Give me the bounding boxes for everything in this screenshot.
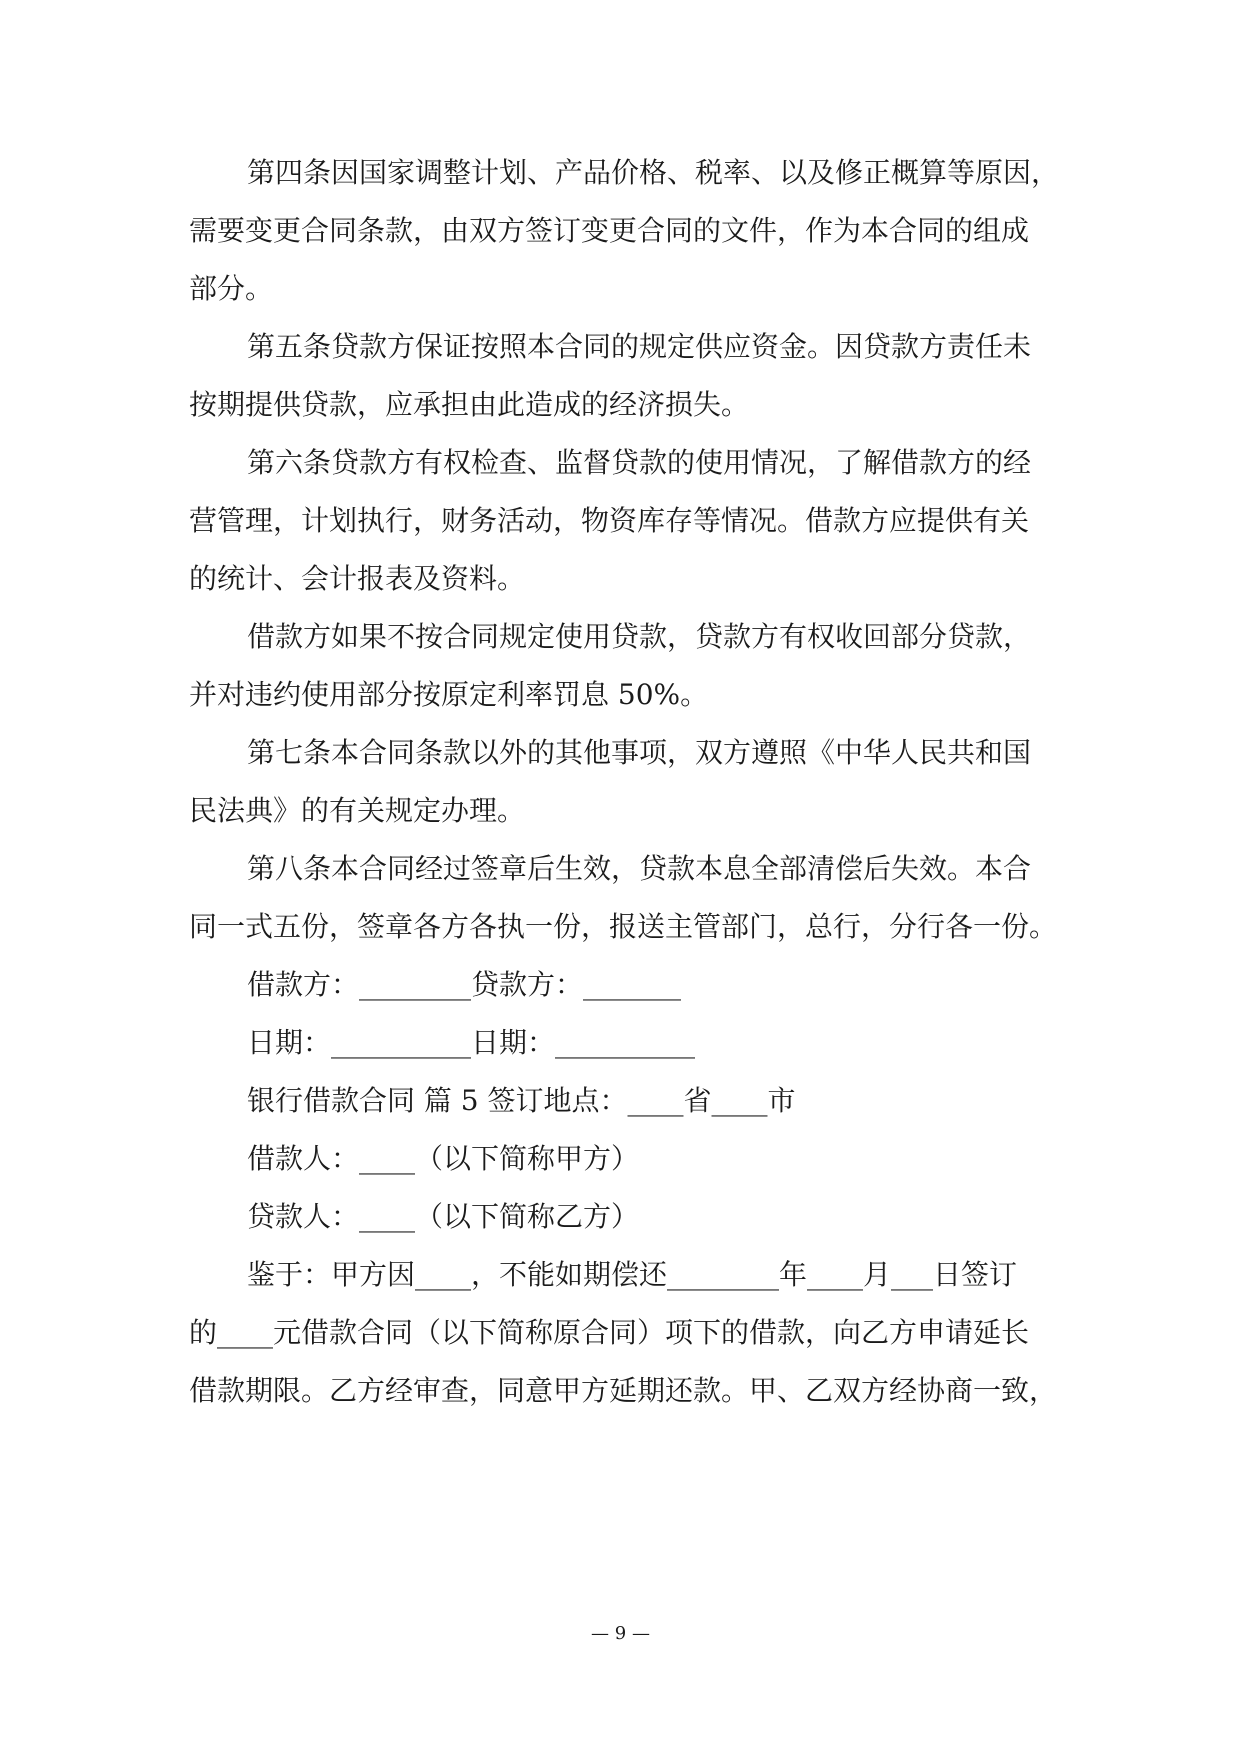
text-line: 的____元借款合同（以下简称原合同）项下的借款，向乙方申请延长: [189, 1316, 1030, 1349]
text-line: 第四条因国家调整计划、产品价格、税率、以及修正概算等原因，: [247, 156, 1060, 189]
text-line: 的统计、会计报表及资料。: [189, 562, 526, 595]
text-line: 借款期限。乙方经审查，同意甲方延期还款。甲、乙双方经协商一致，: [189, 1374, 1058, 1407]
text-line: 第六条贷款方有权检查、监督贷款的使用情况，了解借款方的经: [247, 446, 1032, 479]
text-line: 鉴于：甲方因____，不能如期偿还________年____月___日签订: [247, 1258, 1018, 1291]
lender-line: 贷款人：____（以下简称乙方）: [247, 1200, 640, 1233]
signature-line: 借款方：________贷款方：_______: [247, 968, 682, 1001]
text-line: 营管理，计划执行，财务活动，物资库存等情况。借款方应提供有关: [189, 504, 1030, 537]
text-line: 第八条本合同经过签章后生效，贷款本息全部清偿后失效。本合: [247, 852, 1032, 885]
borrower-line: 借款人：____（以下简称甲方）: [247, 1142, 640, 1175]
text-line: 第七条本合同条款以外的其他事项，双方遵照《中华人民共和国: [247, 736, 1032, 769]
text-line: 第五条贷款方保证按照本合同的规定供应资金。因贷款方责任未: [247, 330, 1032, 363]
page-number: — 9 —: [591, 1623, 650, 1644]
text-line: 借款方如果不按合同规定使用贷款，贷款方有权收回部分贷款，: [247, 620, 1032, 653]
text-line: 需要变更合同条款，由双方签订变更合同的文件，作为本合同的组成: [189, 214, 1030, 247]
text-line: 按期提供贷款，应承担由此造成的经济损失。: [189, 388, 750, 421]
text-line: 民法典》的有关规定办理。: [189, 794, 526, 827]
text-line: 并对违约使用部分按原定利率罚息 50%。: [189, 678, 709, 711]
section-heading-line: 银行借款合同 篇 5 签订地点：____省____市: [247, 1084, 796, 1117]
text-line: 部分。: [189, 272, 274, 305]
date-line: 日期：__________日期：__________: [247, 1026, 696, 1059]
text-line: 同一式五份，签章各方各执一份，报送主管部门，总行，分行各一份。: [189, 910, 1058, 943]
